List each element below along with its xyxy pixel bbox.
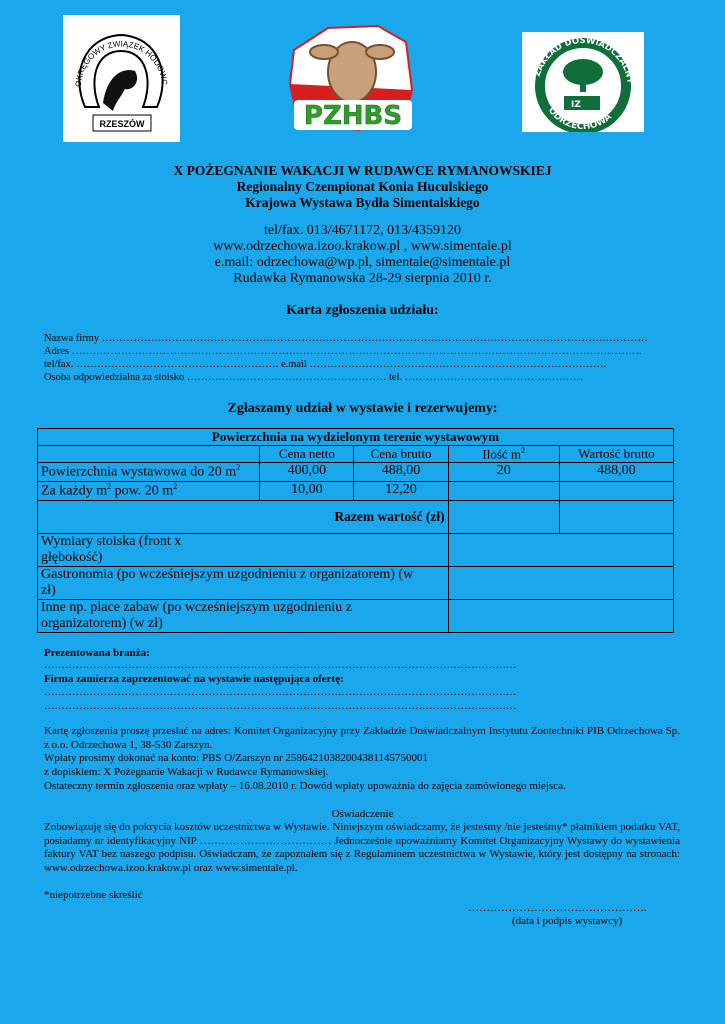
other-value[interactable]	[448, 599, 673, 632]
row-area-value[interactable]: 488,00	[559, 463, 673, 482]
event-date-place: Rudawka Rymanowska 28-29 sierpnia 2010 r.	[233, 271, 492, 286]
table-header-empty	[38, 446, 260, 463]
event-subtitle-1: Regionalny Czempionat Konia Huculskiego	[236, 179, 489, 194]
gastronomy-label: Gastronomia (po wcześniejszym uzgodnieniu z organizatorem) (w zł)	[38, 566, 449, 599]
logo3-text-bottom: ODRZECHOWA	[545, 105, 614, 132]
row-area-gross: 488,00	[354, 463, 448, 482]
offer-field-1[interactable]: ………………………………………………………………………………………………………………………	[44, 687, 517, 698]
info-annotation: z dopiskiem: X Pożegnanie Wakacji w Rudawce Rymanowskiej.	[44, 766, 329, 778]
pzhbs-text: PZHBS	[303, 101, 403, 131]
table-row	[38, 481, 674, 500]
field-address[interactable]: Adres ……………………………………………………………………………………………………………………………………………….	[44, 346, 642, 357]
header-gross-value: Wartość brutto	[559, 446, 673, 463]
branch-label: Prezentowana branża:	[44, 647, 150, 659]
offer-label: Firma zamierza zaprezentować na wystawie następująca ofertę:	[44, 673, 344, 685]
footnote: *niepotrzebne skreślić	[44, 889, 143, 901]
info-deadline: Ostateczny termin zgłoszenia oraz wpłaty – 16.08.2010 r. Dowód wpłaty upoważnia do zajęcia zamówionego miejsca.	[44, 780, 566, 792]
header-quantity: Ilość $m^2$	[448, 446, 559, 463]
contact-email: e.mail: odrzechowa@wp.pl, simentale@simentale.pl	[214, 255, 511, 270]
stand-dimensions-label: Wymiary stoiska (front x głębokość)	[38, 533, 449, 566]
info-address: Kartę zgłoszenia proszę przesłać na adres: Komitet Organizacyjny przy Zakładzie Doświadczalnym Instytutu Zootechniki PIB Odrzechowa Sp. z o.o. Odrzechowa 1, 38-530 Zarszyn.	[44, 725, 680, 751]
form-title: Karta zgłoszenia udziału:	[286, 303, 439, 318]
table-row	[38, 533, 674, 566]
odrzechowa-logo	[522, 32, 644, 132]
event-title: X POŻEGNANIE WAKACJI W RUDAWCE RYMANOWSKIEJ	[173, 163, 552, 178]
field-company-name[interactable]: Nazwa firmy …………………………………………………………………………………………………………………………………………	[44, 333, 648, 344]
reservation-table	[37, 428, 674, 633]
statement-text: Zobowiązuję się do pokrycia kosztów uczestnictwa w Wystawie. Niniejszym oświadczamy, że jesteśmy /nie jesteśmy* płatnikiem podatku VAT, posiadamy nr identyfikacyjny NIP ……………………………… Jednocześnie upoważniamy Komitet Organizacyjny Wystawy do wystawienia faktury VAT bez naszego podpisu. Oświadczam, że zapoznałem się z Regulaminem uczestnictwa w Wystawie, który jest dostępny na stronach: www.odrzechowa.izoo.krakow.pl oraz www.simentale.pl.	[44, 821, 680, 874]
row-extra-label: Za każdy $m^2$ pow. 20 $m^2$	[38, 481, 260, 500]
other-label: Inne np. place zabaw (po wcześniejszym uzgodnieniu z organizatorem) (w zł)	[38, 599, 449, 632]
contact-tel: tel/fax. 013/4671172, 013/4359120	[263, 223, 462, 238]
row-extra-gross: 12,20	[354, 481, 448, 500]
section-title: Zgłaszamy udział w wystawie i rezerwujemy:	[227, 401, 498, 416]
row-area-quantity[interactable]: 20	[448, 463, 559, 482]
logo3-text-top: ZAKŁAD DOŚWIADCZALNY	[532, 35, 635, 85]
gastronomy-value[interactable]	[448, 566, 673, 599]
table-header-row	[38, 446, 674, 463]
info-account: Wpłaty prosimy dokonać na konto: PBS O/Zarszyn nr 25864210382004381145750001	[44, 752, 428, 764]
pzhbs-logo	[288, 20, 418, 138]
stand-dimensions-value[interactable]	[448, 533, 673, 566]
event-subtitle-2: Krajowa Wystawa Bydła Simentalskiego	[245, 195, 480, 210]
header-gross-price: Cena brutto	[354, 446, 448, 463]
signature-field[interactable]: ………………………………………….	[468, 902, 647, 914]
total-value[interactable]	[559, 500, 673, 533]
offer-field-2[interactable]: ………………………………………………………………………………………………………………………	[44, 701, 517, 712]
statement-title: Oświadczenie	[331, 808, 394, 820]
table-row	[38, 566, 674, 599]
header-net-price: Cena netto	[260, 446, 354, 463]
total-label: Razem wartość (zł)	[38, 500, 449, 533]
table-caption: Powierzchnia na wydzielonym terenie wystawowym	[38, 429, 674, 446]
row-extra-net: 10,00	[260, 481, 354, 500]
horse-breeders-logo	[63, 15, 180, 142]
table-row	[38, 463, 674, 482]
logo1-text-bottom: RZESZÓW	[99, 119, 145, 129]
logo1-text-top: OKRĘGOWY ZWIĄZEK HODOWC	[73, 39, 170, 88]
table-row	[38, 500, 674, 533]
contact-www: www.odrzechowa.izoo.krakow.pl , www.simentale.pl	[213, 239, 512, 254]
branch-field[interactable]: ………………………………………………………………………………………………………………………	[44, 660, 517, 671]
total-quantity[interactable]	[448, 500, 559, 533]
field-contact-person[interactable]: Osoba odpowiedzialna za stoisko ………………………………………………… tel. ……………………………………………	[44, 372, 584, 383]
signature-label: (data i podpis wystawcy)	[512, 915, 623, 927]
row-area-label: Powierzchnia wystawowa do 20 $m^2$	[38, 463, 260, 482]
row-extra-quantity[interactable]	[448, 481, 559, 500]
row-area-net: 400,00	[260, 463, 354, 482]
table-row	[38, 599, 674, 632]
logo3-mark: IZ	[571, 100, 581, 110]
row-extra-value[interactable]	[559, 481, 673, 500]
field-tel-email[interactable]: tel/fax. …………………………………………………. e.mail ………………………………………………………………………….	[44, 359, 607, 370]
